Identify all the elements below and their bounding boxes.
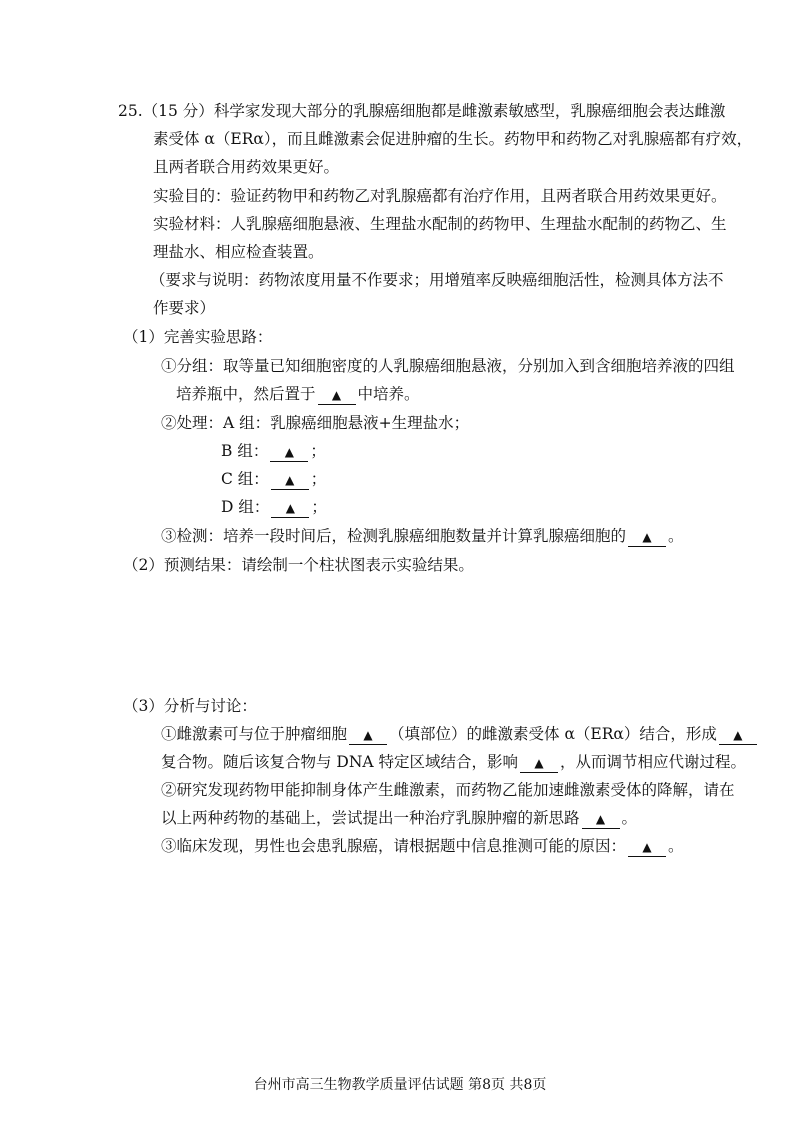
question-header-line <box>118 101 725 121</box>
materials-line-2: 理盐水、相应检查装置。 <box>153 243 324 261</box>
answer-blank <box>270 443 308 462</box>
q1-line-2: 复合物。随后该复合物与 DNA 特定区域结合，影响 ▲ ，从而调节相应代谢过程。 <box>161 753 747 771</box>
group-d-line: D 组： ▲ ； <box>221 498 327 516</box>
q1-line-1: ①雌激素可与位于肿瘤细胞 ▲ （填部位）的雌激素受体 α（ERα）结合，形成 ▲ <box>161 724 759 745</box>
q2-line-2: 以上两种药物的基础上，尝试提出一种治疗乳腺肿瘤的新思路 ▲ 。 <box>161 809 638 827</box>
step3-line: ③检测：培养一段时间后，检测乳腺癌细胞数量并计算乳腺癌细胞的 ▲ 。 <box>161 527 684 545</box>
blank-triangle-icon: ▲ <box>642 530 652 544</box>
answer-blank <box>520 754 558 773</box>
blank-triangle-icon: ▲ <box>595 812 606 826</box>
group-b-line: B 组： ▲ ； <box>221 442 326 460</box>
q2-line-1: ②研究发现药物甲能抑制身体产生雌激素，而药物乙能加速雌激素受体的降解，请在 <box>161 781 735 799</box>
materials-line-1: 实验材料：人乳腺癌细胞悬液、生理盐水配制的药物甲、生理盐水配制的药物乙、生 <box>153 215 727 233</box>
experiment-purpose: 实验目的：验证药物甲和药物乙对乳腺癌都有治疗作用，且两者联合用药效果更好。 <box>153 187 727 205</box>
answer-blank <box>271 471 309 490</box>
q3-line: ③临床发现，男性也会患乳腺癌，请根据题中信息推测可能的原因： ▲ 。 <box>161 837 684 855</box>
intro-line-1: 科学家发现大部分的乳腺癌细胞都是雌激素敏感型，乳腺癌细胞会表达雌激 <box>213 102 726 120</box>
page-footer: 台州市高三生物教学质量评估试题 第8页 共8页 <box>253 1077 547 1093</box>
blank-triangle-icon: ▲ <box>534 756 544 770</box>
step1-line-1: ①分组：取等量已知细胞密度的人乳腺癌细胞悬液，分别加入到含细胞培养液的四组 <box>161 357 735 375</box>
blank-triangle-icon: ▲ <box>642 840 652 854</box>
part2-heading: （2）预测结果：请绘制一个柱状图表示实验结果。 <box>123 556 474 574</box>
blank-triangle-icon: ▲ <box>331 388 342 402</box>
answer-blank <box>628 528 666 547</box>
answer-blank <box>628 838 666 857</box>
notes-line-1: （要求与说明：药物浓度用量不作要求；用增殖率反映癌细胞活性，检测具体方法不 <box>150 271 724 289</box>
blank-triangle-icon: ▲ <box>363 728 373 742</box>
answer-blank <box>318 386 356 405</box>
blank-triangle-icon: ▲ <box>285 501 295 515</box>
step1-line-2: 培养瓶中，然后置于 ▲ 中培养。 <box>176 385 420 403</box>
answer-blank <box>349 726 387 745</box>
answer-blank <box>719 726 757 745</box>
notes-line-2: 作要求） <box>153 299 216 317</box>
step2-line: ②处理：A 组：乳腺癌细胞悬液+生理盐水； <box>161 414 470 432</box>
part1-heading: （1）完善实验思路： <box>123 328 273 346</box>
answer-blank <box>271 499 309 518</box>
part3-heading: （3）分析与讨论： <box>123 697 257 715</box>
intro-line-3: 且两者联合用药效果更好。 <box>153 158 340 176</box>
intro-line-2: 素受体 α（ERα），而且雌激素会促进肿瘤的生长。药物甲和药物乙对乳腺癌都有疗效， <box>153 130 753 148</box>
answer-blank <box>582 810 620 829</box>
blank-triangle-icon: ▲ <box>285 473 295 487</box>
blank-triangle-icon: ▲ <box>733 728 743 742</box>
question-number: 25. <box>118 102 143 120</box>
group-c-line: C 组： ▲ ； <box>221 470 327 488</box>
question-points: （15 分） <box>142 102 214 120</box>
blank-triangle-icon: ▲ <box>284 445 294 459</box>
